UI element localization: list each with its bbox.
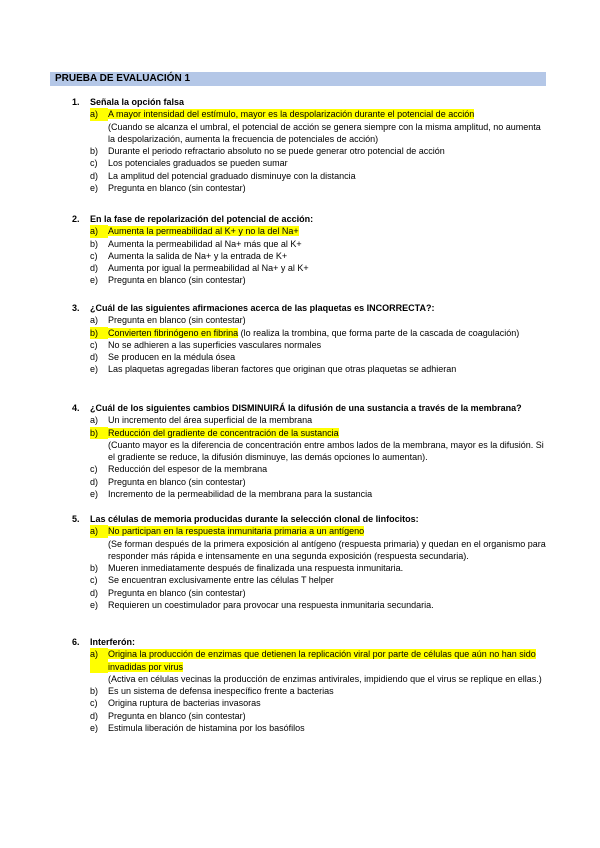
question-3 <box>72 302 560 376</box>
question-number: 3. <box>72 303 80 313</box>
option-text: Pregunta en blanco (sin contestar) <box>108 476 246 487</box>
option-c <box>90 697 560 709</box>
option-letter: b) <box>90 563 99 574</box>
option-text: Aumenta la salida de Na+ y la entrada de K+ <box>108 250 288 261</box>
option-b <box>90 685 560 697</box>
option-letter: b) <box>90 146 99 157</box>
option-c <box>90 157 560 169</box>
option-b <box>90 238 560 250</box>
option-letter: a) <box>90 315 99 326</box>
option-text: Aumenta la permeabilidad al Na+ más que al K+ <box>108 238 302 249</box>
option-a <box>90 525 560 537</box>
option-letter: c) <box>90 464 98 475</box>
option-text: Pregunta en blanco (sin contestar) <box>108 710 246 721</box>
option-text: Aumenta por igual la permeabilidad al Na+ y al K+ <box>108 263 309 274</box>
option-letter: b) <box>90 238 99 249</box>
option-letter: c) <box>90 158 98 169</box>
question-number: 6. <box>72 637 80 647</box>
question-text: ¿Cuál de los siguientes cambios DISMINUIRÁ la difusión de una sustancia a través de la membrana? <box>90 403 522 413</box>
option-d <box>90 476 560 488</box>
option-letter: e) <box>90 723 99 734</box>
question-number: 4. <box>72 403 80 413</box>
option-text: Pregunta en blanco (sin contestar) <box>108 183 246 194</box>
option-letter: c) <box>90 575 98 586</box>
option-d <box>90 587 560 599</box>
question-text: Señala la opción falsa <box>90 97 185 107</box>
question-4 <box>72 402 560 500</box>
option-letter: c) <box>90 250 98 261</box>
document-title: PRUEBA DE EVALUACIÓN 1 <box>55 73 191 84</box>
option-a <box>90 414 560 426</box>
option-letter: a) <box>90 108 108 120</box>
option-text: Durante el periodo refractario absoluto no se puede generar otro potencial de acción <box>108 146 445 157</box>
option-text: Mueren inmediatamente después de finalizada una respuesta inmunitaria. <box>108 563 404 574</box>
option-d <box>90 351 560 363</box>
correct-answer-text: Origina la producción de enzimas que detienen la replicación viral por parte de células que aún no han sido invadidas por virus <box>108 649 536 672</box>
correct-answer-text: A mayor intensidad del estímulo, mayor es la despolarización durante el potencial de acción <box>108 109 475 120</box>
option-text: Origina ruptura de bacterias invasoras <box>108 698 261 709</box>
option-text: No se adhieren a las superficies vasculares normales <box>108 339 322 350</box>
option-text: Requieren un coestimulador para provocar una respuesta inmunitaria secundaria. <box>108 600 434 611</box>
option-letter: d) <box>90 710 99 721</box>
question-text: ¿Cuál de las siguientes afirmaciones acerca de las plaquetas es INCORRECTA?: <box>90 303 435 313</box>
option-letter: e) <box>90 600 99 611</box>
option-letter: d) <box>90 587 99 598</box>
option-e <box>90 488 560 500</box>
option-letter: d) <box>90 263 99 274</box>
option-letter: a) <box>90 525 108 537</box>
option-a <box>90 108 560 120</box>
option-letter: b) <box>90 427 108 439</box>
option-d <box>90 262 560 274</box>
option-a <box>90 648 560 673</box>
answer-explanation: (Se forman después de la primera exposición al antígeno (respuesta primaria) y quedan en el organismo para responder más rápida e intensamente en una segunda exposición (respuesta secundaria). <box>108 538 546 561</box>
answer-explanation: (Cuanto mayor es la diferencia de concentración entre ambos lados de la membrana, mayor es la difusión. Si el gradiente se reduce, la difusión disminuye, las demás opciones lo aumentan). <box>108 439 544 463</box>
option-text: Se producen en la médula ósea <box>108 352 236 363</box>
correct-answer-text: Aumenta la permeabilidad al K+ y no la del Na+ <box>108 226 299 237</box>
option-letter: e) <box>90 489 99 500</box>
option-b <box>90 145 560 157</box>
question-number: 1. <box>72 97 80 107</box>
option-text: Se encuentran exclusivamente entre las células T helper <box>108 575 334 586</box>
option-e <box>90 182 560 194</box>
correct-answer-text: No participan en la respuesta inmunitaria primaria a un antígeno <box>108 526 365 537</box>
option-b <box>90 562 560 574</box>
question-number: 5. <box>72 514 80 524</box>
option-e <box>90 599 560 611</box>
question-number: 2. <box>72 214 80 224</box>
option-letter: e) <box>90 183 99 194</box>
option-letter: d) <box>90 170 99 181</box>
option-text: La amplitud del potencial graduado disminuye con la distancia <box>108 170 356 181</box>
option-c <box>90 250 560 262</box>
question-text: Las células de memoria producidas durante la selección clonal de linfocitos: <box>90 514 419 524</box>
option-text: Las plaquetas agregadas liberan factores que originan que otras plaquetas se adhieran <box>108 364 457 375</box>
option-letter: e) <box>90 275 99 286</box>
option-letter: a) <box>90 225 108 237</box>
option-c <box>90 339 560 351</box>
option-letter: a) <box>90 648 108 673</box>
option-text: Estimula liberación de histamina por los basófilos <box>108 723 305 734</box>
option-letter: b) <box>90 686 99 697</box>
question-text: En la fase de repolarización del potencial de acción: <box>90 214 314 224</box>
option-text: Reducción del espesor de la membrana <box>108 464 268 475</box>
option-letter: a) <box>90 415 99 426</box>
question-5 <box>72 513 560 611</box>
answer-explanation: (lo realiza la trombina, que forma parte de la cascada de coagulación) <box>240 327 520 338</box>
option-text: Incremento de la permeabilidad de la membrana para la sustancia <box>108 489 373 500</box>
option-a <box>90 314 560 326</box>
option-d <box>90 710 560 722</box>
option-text: Es un sistema de defensa inespecífico frente a bacterias <box>108 686 334 697</box>
option-letter: c) <box>90 339 98 350</box>
option-letter: d) <box>90 352 99 363</box>
option-text: Los potenciales graduados se pueden sumar <box>108 158 288 169</box>
question-text: Interferón: <box>90 637 135 647</box>
option-b <box>90 327 560 339</box>
option-letter: b) <box>90 327 108 339</box>
option-a <box>90 225 560 237</box>
question-2 <box>72 213 560 287</box>
option-text: Pregunta en blanco (sin contestar) <box>108 315 246 326</box>
option-letter: d) <box>90 476 99 487</box>
option-letter: c) <box>90 698 98 709</box>
option-c <box>90 463 560 475</box>
answer-explanation: (Cuando se alcanza el umbral, el potencial de acción se genera siempre con la misma amplitud, no aumenta la despolarización, aumenta la frecuencia de potenciales de acción) <box>108 121 541 144</box>
correct-answer-text: Reducción del gradiente de concentración de la sustancia <box>108 427 339 438</box>
answer-explanation: (Activa en células vecinas la producción de enzimas antivirales, impidiendo que el virus se replique en ellas.) <box>108 673 542 684</box>
question-1 <box>72 96 560 194</box>
option-letter: e) <box>90 364 99 375</box>
option-e <box>90 722 560 734</box>
option-b <box>90 427 560 439</box>
option-e <box>90 363 560 375</box>
question-6 <box>72 636 560 734</box>
option-e <box>90 274 560 286</box>
option-text: Pregunta en blanco (sin contestar) <box>108 587 246 598</box>
option-text: Pregunta en blanco (sin contestar) <box>108 275 246 286</box>
option-c <box>90 574 560 586</box>
option-text: Un incremento del área superficial de la membrana <box>108 415 313 426</box>
option-d <box>90 170 560 182</box>
correct-answer-text: Convierten fibrinógeno en fibrina <box>108 327 239 338</box>
